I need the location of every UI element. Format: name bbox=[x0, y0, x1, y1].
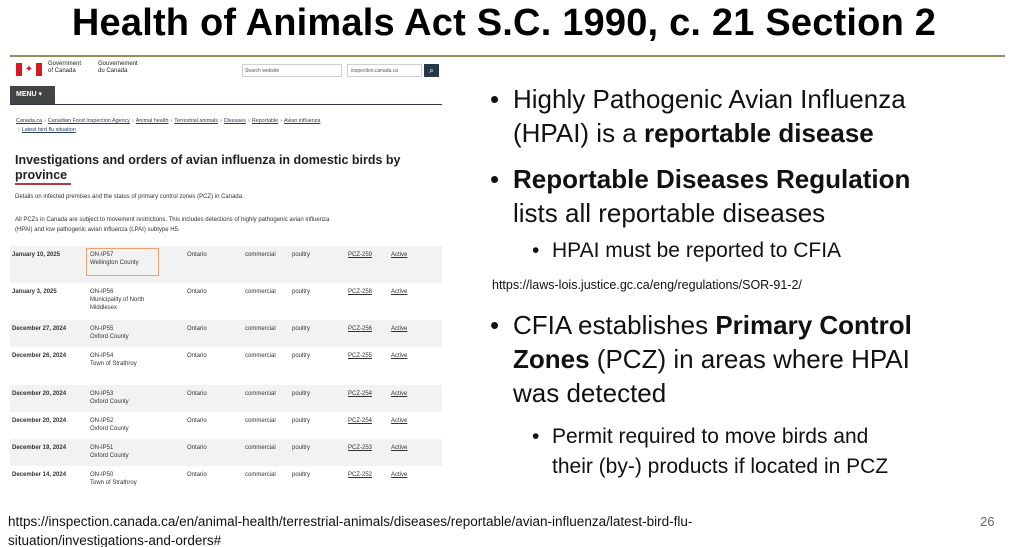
breadcrumb: Canada.ca › Canadian Food Inspection Agency › Animal health › Terrestrial animals › Diseases › Reportable › Avian influenza › Latest bird flu situation bbox=[16, 118, 321, 133]
status-link[interactable]: Active bbox=[391, 418, 408, 424]
search-scope-select[interactable]: inspection.canada.ca bbox=[347, 64, 422, 77]
status-link[interactable]: Active bbox=[391, 391, 408, 397]
status-link[interactable]: Active bbox=[391, 353, 408, 359]
type-cell: commercial bbox=[245, 418, 276, 424]
pcz-link[interactable]: PCZ-255 bbox=[348, 353, 373, 359]
product-cell: poultry bbox=[292, 445, 311, 451]
table-row bbox=[10, 466, 442, 493]
breadcrumb-link[interactable]: Avian influenza bbox=[283, 118, 321, 124]
type-cell: commercial bbox=[245, 472, 276, 478]
canada-flag-icon: ✦ bbox=[16, 63, 42, 76]
source-url[interactable]: https://inspection.canada.ca/en/animal-health/terrestrial-animals/diseases/reportable/avian-influenza/latest-bird-flu- situation/investigations-and-orders# bbox=[8, 514, 693, 547]
breadcrumb-link[interactable]: Animal health bbox=[135, 118, 169, 124]
search-icon: ⌕ bbox=[429, 66, 434, 75]
pcz-link[interactable]: PCZ-256 bbox=[348, 326, 373, 332]
ip-cell: ON-IP57 Wellington County bbox=[90, 252, 139, 266]
ip-cell: ON-IP56 Municipality of North Middlesex bbox=[90, 289, 145, 311]
table-row bbox=[10, 385, 442, 412]
date-cell: December 26, 2024 bbox=[12, 353, 67, 359]
table-row bbox=[10, 347, 442, 385]
product-cell: poultry bbox=[292, 418, 311, 424]
status-link[interactable]: Active bbox=[391, 252, 408, 258]
page-heading: Investigations and orders of avian influenza in domestic birds by province bbox=[15, 153, 401, 182]
menu-divider bbox=[10, 104, 442, 105]
date-cell: January 3, 2025 bbox=[12, 289, 57, 295]
province-cell: Ontario bbox=[187, 252, 207, 258]
ip-cell: ON-IP55 Oxford County bbox=[90, 326, 129, 340]
breadcrumb-link[interactable]: Canada.ca bbox=[16, 118, 43, 124]
status-link[interactable]: Active bbox=[391, 289, 408, 295]
product-cell: poultry bbox=[292, 391, 311, 397]
ip-cell: ON-IP51 Oxford County bbox=[90, 445, 129, 459]
regulation-url[interactable]: https://laws-lois.justice.gc.ca/eng/regulations/SOR-91-2/ bbox=[492, 278, 802, 292]
slide-number: 26 bbox=[980, 514, 995, 529]
ip-cell: ON-IP50 Town of Strathroy bbox=[90, 472, 137, 486]
type-cell: commercial bbox=[245, 391, 276, 397]
type-cell: commercial bbox=[245, 353, 276, 359]
pcz-link[interactable]: PCZ-258 bbox=[348, 289, 373, 295]
province-cell: Ontario bbox=[187, 445, 207, 451]
province-cell: Ontario bbox=[187, 391, 207, 397]
cfia-webpage-screenshot bbox=[10, 60, 442, 496]
title-divider bbox=[10, 55, 1005, 57]
date-cell: December 19, 2024 bbox=[12, 445, 67, 451]
product-cell: poultry bbox=[292, 353, 311, 359]
pcz-link[interactable]: PCZ-252 bbox=[348, 472, 373, 478]
slide-title: Health of Animals Act S.C. 1990, c. 21 Section 2 bbox=[71, 2, 937, 44]
date-cell: January 10, 2025 bbox=[12, 252, 61, 258]
bullet-marker: • bbox=[490, 84, 500, 114]
pcz-link[interactable]: PCZ-253 bbox=[348, 445, 373, 451]
date-cell: December 27, 2024 bbox=[12, 326, 67, 332]
status-link[interactable]: Active bbox=[391, 326, 408, 332]
heading-underline bbox=[15, 183, 71, 185]
table-row bbox=[10, 283, 442, 320]
bullet-marker: • bbox=[490, 164, 500, 194]
table-row bbox=[10, 320, 442, 347]
gov-header bbox=[10, 60, 442, 82]
page-description: Details on infected premises and the status of primary control zones (PCZ) in Canada. bbox=[15, 194, 244, 200]
pcz-link[interactable]: PCZ-259 bbox=[348, 252, 373, 258]
product-cell: poultry bbox=[292, 472, 311, 478]
pcz-link[interactable]: PCZ-254 bbox=[348, 418, 373, 424]
breadcrumb-link[interactable]: Diseases bbox=[223, 118, 246, 124]
type-cell: commercial bbox=[245, 326, 276, 332]
menu-button[interactable]: MENU ▾ bbox=[10, 86, 55, 104]
product-cell: poultry bbox=[292, 289, 311, 295]
breadcrumb-link[interactable]: Canadian Food Inspection Agency bbox=[47, 118, 130, 124]
province-cell: Ontario bbox=[187, 326, 207, 332]
breadcrumb-link[interactable]: Reportable bbox=[251, 118, 279, 124]
type-cell: commercial bbox=[245, 252, 276, 258]
table-row bbox=[10, 439, 442, 466]
date-cell: December 20, 2024 bbox=[12, 391, 67, 397]
date-cell: December 20, 2024 bbox=[12, 418, 67, 424]
breadcrumb-link[interactable]: Terrestrial animals bbox=[174, 118, 219, 124]
table-row bbox=[10, 412, 442, 439]
gov-wordmark-fr: Gouvernement du Canada bbox=[98, 61, 138, 74]
ip-cell: ON-IP52 Oxford County bbox=[90, 418, 129, 432]
type-cell: commercial bbox=[245, 289, 276, 295]
search-button[interactable] bbox=[424, 64, 439, 77]
bullet-marker: • bbox=[490, 310, 500, 340]
investigations-table bbox=[10, 246, 442, 493]
ip-cell: ON-IP53 Oxford County bbox=[90, 391, 129, 405]
bullet-marker: • bbox=[532, 239, 540, 262]
status-link[interactable]: Active bbox=[391, 445, 408, 451]
province-cell: Ontario bbox=[187, 353, 207, 359]
date-cell: December 14, 2024 bbox=[12, 472, 67, 478]
status-link[interactable]: Active bbox=[391, 472, 408, 478]
province-cell: Ontario bbox=[187, 289, 207, 295]
product-cell: poultry bbox=[292, 326, 311, 332]
product-cell: poultry bbox=[292, 252, 311, 258]
ip-cell: ON-IP54 Town of Strathroy bbox=[90, 353, 137, 367]
province-cell: Ontario bbox=[187, 472, 207, 478]
bullet-marker: • bbox=[532, 425, 540, 448]
table-row bbox=[10, 246, 442, 283]
breadcrumb-link[interactable]: Latest bird flu situation bbox=[21, 127, 76, 133]
gov-wordmark-en[interactable]: Government of Canada bbox=[48, 61, 82, 74]
pcz-link[interactable]: PCZ-254 bbox=[348, 391, 373, 397]
search-input[interactable]: Search website bbox=[242, 64, 342, 77]
type-cell: commercial bbox=[245, 445, 276, 451]
province-cell: Ontario bbox=[187, 418, 207, 424]
page-paragraph: All PCZs in Canada are subject to movement restrictions. This includes detections of highly pathogenic avian influenza (HPAI) and low pathogenic avian influenza (LPAI) subtype H5. bbox=[15, 217, 330, 233]
